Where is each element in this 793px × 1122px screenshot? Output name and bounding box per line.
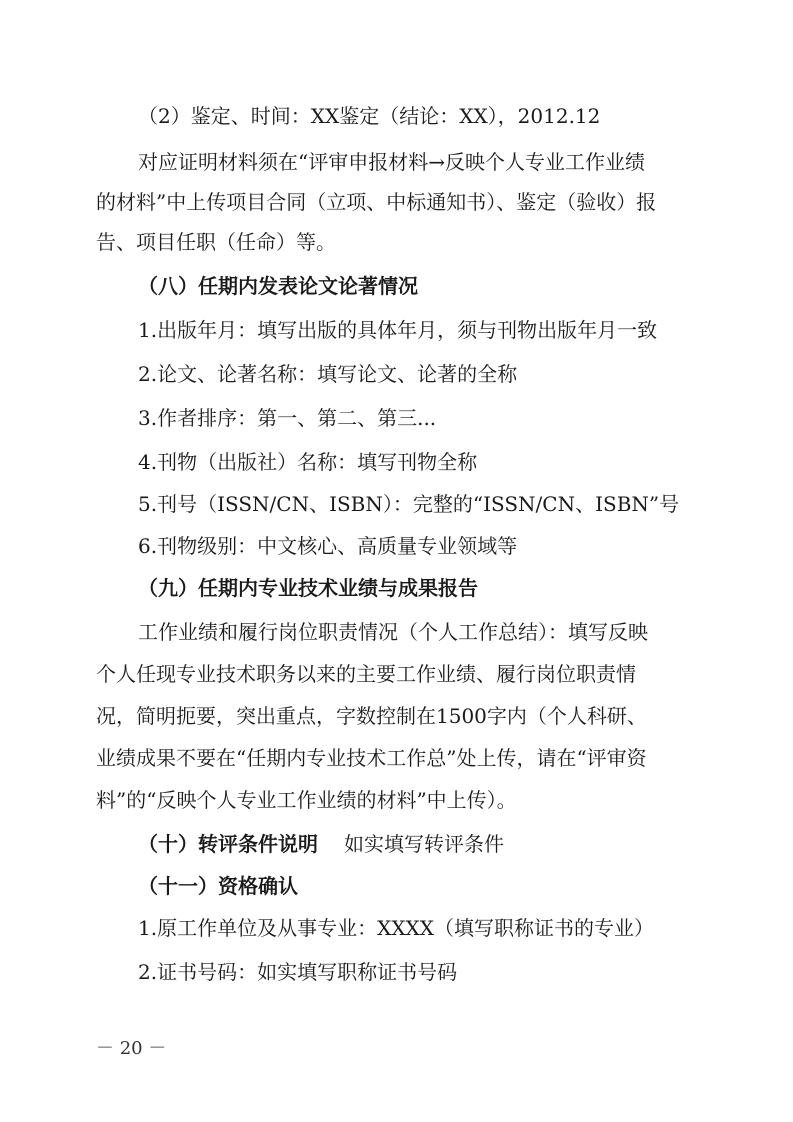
text-line: 个人任现专业技术职务以来的主要工作业绩、履行岗位职责情: [96, 662, 636, 686]
text-line: （2）鉴定、时间：XX鉴定（结论：XX），2012.12: [138, 104, 601, 128]
text-line: 3.作者排序：第一、第二、第三...: [138, 406, 437, 430]
section-heading: （十一）资格确认: [138, 874, 298, 898]
text-line: 对应证明材料须在“评审申报材料→反映个人专业工作业绩: [138, 150, 645, 174]
section-heading: （八）任期内发表论文论著情况: [138, 274, 418, 298]
text-line: 2.证书号码：如实填写职称证书号码: [138, 960, 458, 984]
text-line: 业绩成果不要在“任期内专业技术工作总”处上传，请在“评审资: [96, 746, 647, 770]
text-line: 6.刊物级别：中文核心、高质量专业领域等: [138, 534, 518, 558]
section-inline-text: 如实填写转评条件: [344, 832, 504, 856]
text-line: 1.原工作单位及从事专业：XXXX（填写职称证书的专业）: [138, 916, 655, 940]
text-line: 的材料”中上传项目合同（立项、中标通知书）、鉴定（验收）报: [96, 190, 657, 214]
text-line: 5.刊号（ISSN/CN、ISBN）：完整的“ISSN/CN、ISBN”号: [138, 492, 680, 516]
text-line: 4.刊物（出版社）名称：填写刊物全称: [138, 450, 478, 474]
text-line: 况，简明扼要，突出重点，字数控制在1500字内（个人科研、: [96, 704, 647, 728]
text-line: 告、项目任职（任命）等。: [96, 230, 336, 254]
text-line: 2.论文、论著名称：填写论文、论著的全称: [138, 362, 518, 386]
text-line: 料”的“反映个人专业工作业绩的材料”中上传）。: [96, 788, 517, 812]
text-line: 1.出版年月：填写出版的具体年月，须与刊物出版年月一致: [138, 318, 658, 342]
section-heading: （十）转评条件说明: [138, 832, 318, 856]
page-number: － 20 －: [96, 1038, 167, 1059]
section-heading: （九）任期内专业技术业绩与成果报告: [138, 576, 478, 600]
text-line: [138, 832, 748, 856]
text-line: 工作业绩和履行岗位职责情况（个人工作总结）：填写反映: [138, 620, 648, 644]
